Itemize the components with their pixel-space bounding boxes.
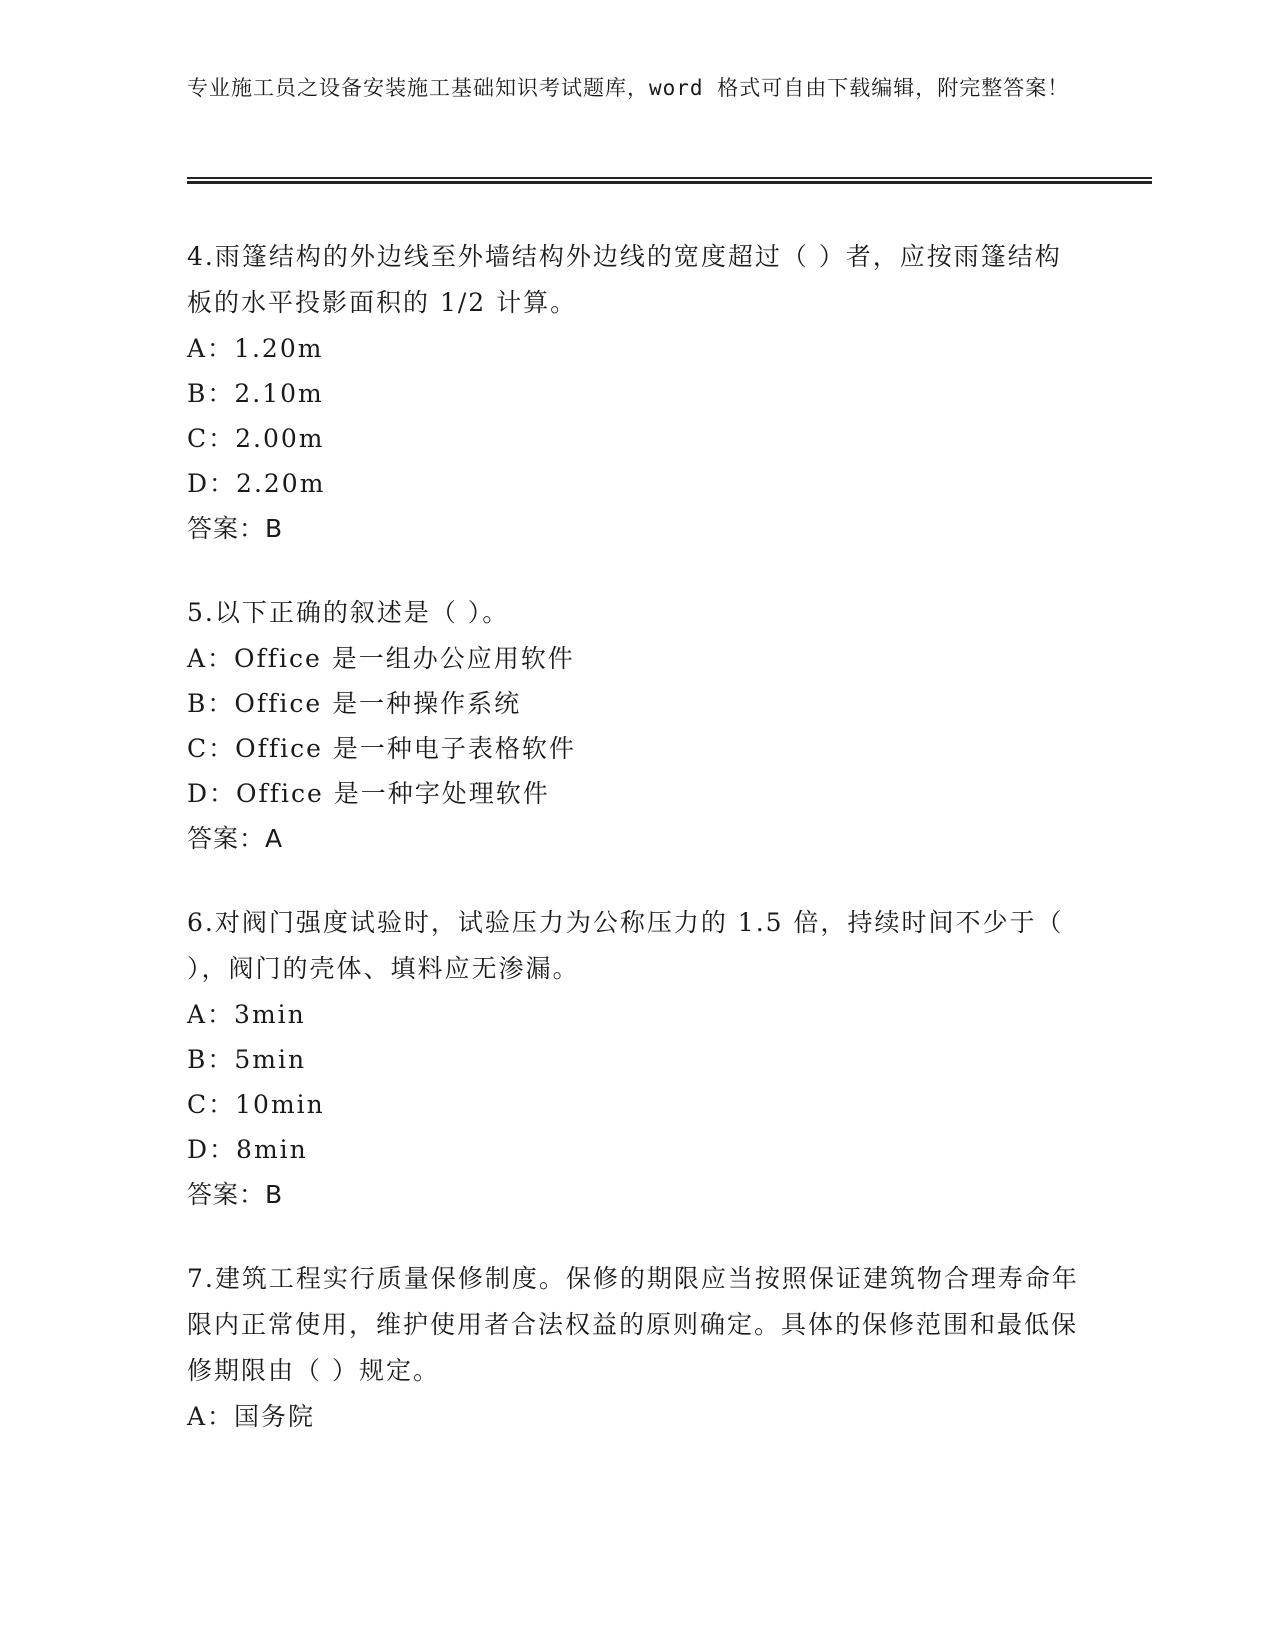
option-c: C：Office 是一种电子表格软件 bbox=[187, 734, 576, 763]
question-text: 6.对阀门强度试验时，试验压力为公称压力的 1.5 倍，持续时间不少于（ ），阀门的壳体、填料应无渗漏。 bbox=[187, 908, 1064, 983]
document-header: 专业施工员之设备安装施工基础知识考试题库，word 格式可自由下载编辑，附完整答案！ bbox=[187, 76, 1070, 100]
answer: 答案：B bbox=[187, 1180, 284, 1209]
question-text: 4.雨篷结构的外边线至外墙结构外边线的宽度超过（ ）者，应按雨篷结构板的水平投影面积的 1/2 计算。 bbox=[187, 242, 1062, 317]
option-a: A：Office 是一组办公应用软件 bbox=[187, 644, 575, 673]
option-a: A：3min bbox=[187, 1000, 306, 1029]
answer: 答案：A bbox=[187, 824, 284, 853]
question-text: 7.建筑工程实行质量保修制度。保修的期限应当按照保证建筑物合理寿命年限内正常使用，维护使用者合法权益的原则确定。具体的保修范围和最低保修期限由（ ）规定。 bbox=[187, 1264, 1079, 1385]
question-7 bbox=[187, 1256, 1087, 1439]
header-divider-thin bbox=[187, 177, 1152, 179]
option-d: D：8min bbox=[187, 1135, 308, 1164]
answer: 答案：B bbox=[187, 514, 284, 543]
option-c: C：2.00m bbox=[187, 424, 325, 453]
option-b: B：5min bbox=[187, 1045, 307, 1074]
option-b: B：2.10m bbox=[187, 379, 324, 408]
option-a: A：1.20m bbox=[187, 334, 324, 363]
option-a: A：国务院 bbox=[187, 1402, 316, 1431]
option-c: C：10min bbox=[187, 1090, 325, 1119]
option-b: B：Office 是一种操作系统 bbox=[187, 689, 522, 718]
question-5 bbox=[187, 590, 1087, 862]
question-list bbox=[187, 234, 1087, 1477]
question-text: 5.以下正确的叙述是（ ）。 bbox=[187, 598, 510, 627]
option-d: D：Office 是一种字处理软件 bbox=[187, 779, 550, 808]
header-divider-thick bbox=[187, 181, 1152, 184]
question-6 bbox=[187, 900, 1087, 1218]
question-4 bbox=[187, 234, 1087, 552]
option-d: D：2.20m bbox=[187, 469, 326, 498]
